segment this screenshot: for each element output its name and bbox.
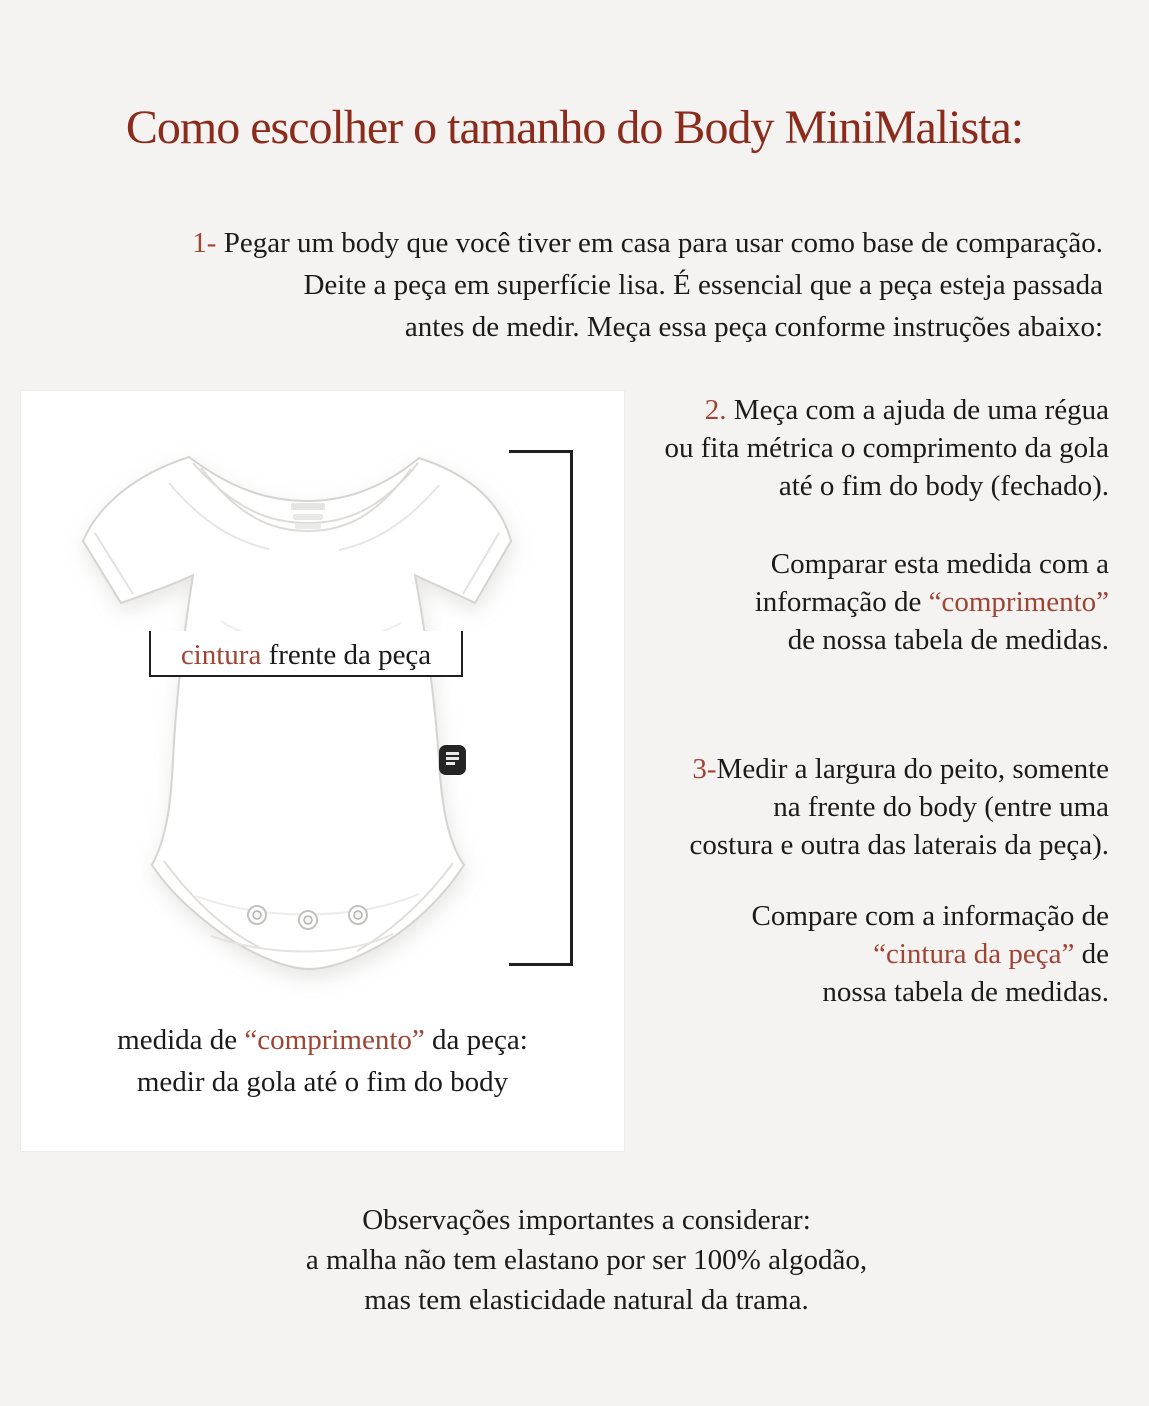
step-3-text-1: Medir a largura do peito, somente [716, 753, 1109, 785]
length-caption-post: da peça: [424, 1024, 528, 1056]
observations-line-2: a malha não tem elastano por ser 100% algodão, [305, 1244, 868, 1276]
observations-line-3: mas tem elasticidade natural da trama. [364, 1284, 809, 1316]
step-2-line-2: ou fita métrica o comprimento da gola [664, 432, 1109, 464]
bodysuit-silhouette [83, 457, 511, 969]
compare-length-pre: informação de [754, 586, 929, 618]
length-measurement-bracket [509, 450, 573, 966]
length-caption-line-2: medir da gola até o fim do body [136, 1066, 509, 1098]
observations-line-1: Observações importantes a considerar: [362, 1204, 811, 1236]
step-2-text-1: Meça com a ajuda de uma régua [726, 394, 1109, 426]
step-1-number: 1- [192, 227, 217, 259]
compare-waist-post: de [1074, 938, 1109, 970]
compare-waist-line-2 [609, 935, 1109, 973]
step-1-text-1: Pegar um body que você tiver em casa para usar como base de comparação. [216, 227, 1103, 259]
bodysuit-diagram-panel [20, 390, 625, 1152]
waist-label-highlight: cintura [180, 639, 262, 671]
length-caption-highlight: “comprimento” [244, 1024, 425, 1056]
compare-waist-line-3: nossa tabela de medidas. [822, 976, 1109, 1008]
compare-length-line-2 [609, 583, 1109, 621]
step-1-line-3: antes de medir. Meça essa peça conforme instruções abaixo: [404, 311, 1103, 343]
step-3-line-1 [609, 750, 1109, 788]
step-1-line-1 [83, 222, 1103, 264]
length-caption-pre: medida de [117, 1024, 245, 1056]
step-3-instructions [609, 750, 1109, 864]
waist-measurement-label [149, 631, 463, 677]
garment-tag-icon [439, 745, 466, 775]
observations-note [24, 1200, 1149, 1320]
compare-length-highlight: “comprimento” [928, 586, 1109, 618]
compare-length-note [609, 545, 1109, 659]
step-3-line-3: costura e outra das laterais da peça). [689, 829, 1109, 861]
step-3-number: 3- [692, 753, 717, 785]
compare-waist-line-1: Compare com a informação de [751, 900, 1109, 932]
length-caption [21, 1019, 624, 1103]
step-2-line-3: até o fim do body (fechado). [778, 470, 1109, 502]
step-2-number: 2. [704, 394, 727, 426]
step-1-instructions [83, 222, 1103, 348]
step-2-instructions [609, 391, 1109, 505]
step-3-line-2: na frente do body (entre uma [773, 791, 1109, 823]
compare-waist-highlight: “cintura da peça” [873, 938, 1075, 970]
compare-waist-note [609, 897, 1109, 1011]
waist-label-rest: frente da peça [261, 639, 432, 671]
page-title: Como escolher o tamanho do Body MiniMalista: [125, 101, 1024, 154]
length-caption-line-1 [21, 1019, 624, 1061]
compare-length-line-3: de nossa tabela de medidas. [787, 624, 1109, 656]
waist-label-text [181, 635, 431, 675]
step-1-line-2: Deite a peça em superfície lisa. É essencial que a peça esteja passada [303, 269, 1103, 301]
compare-length-line-1: Comparar esta medida com a [770, 548, 1109, 580]
neck-brand-print [291, 503, 325, 529]
step-2-line-1 [609, 391, 1109, 429]
